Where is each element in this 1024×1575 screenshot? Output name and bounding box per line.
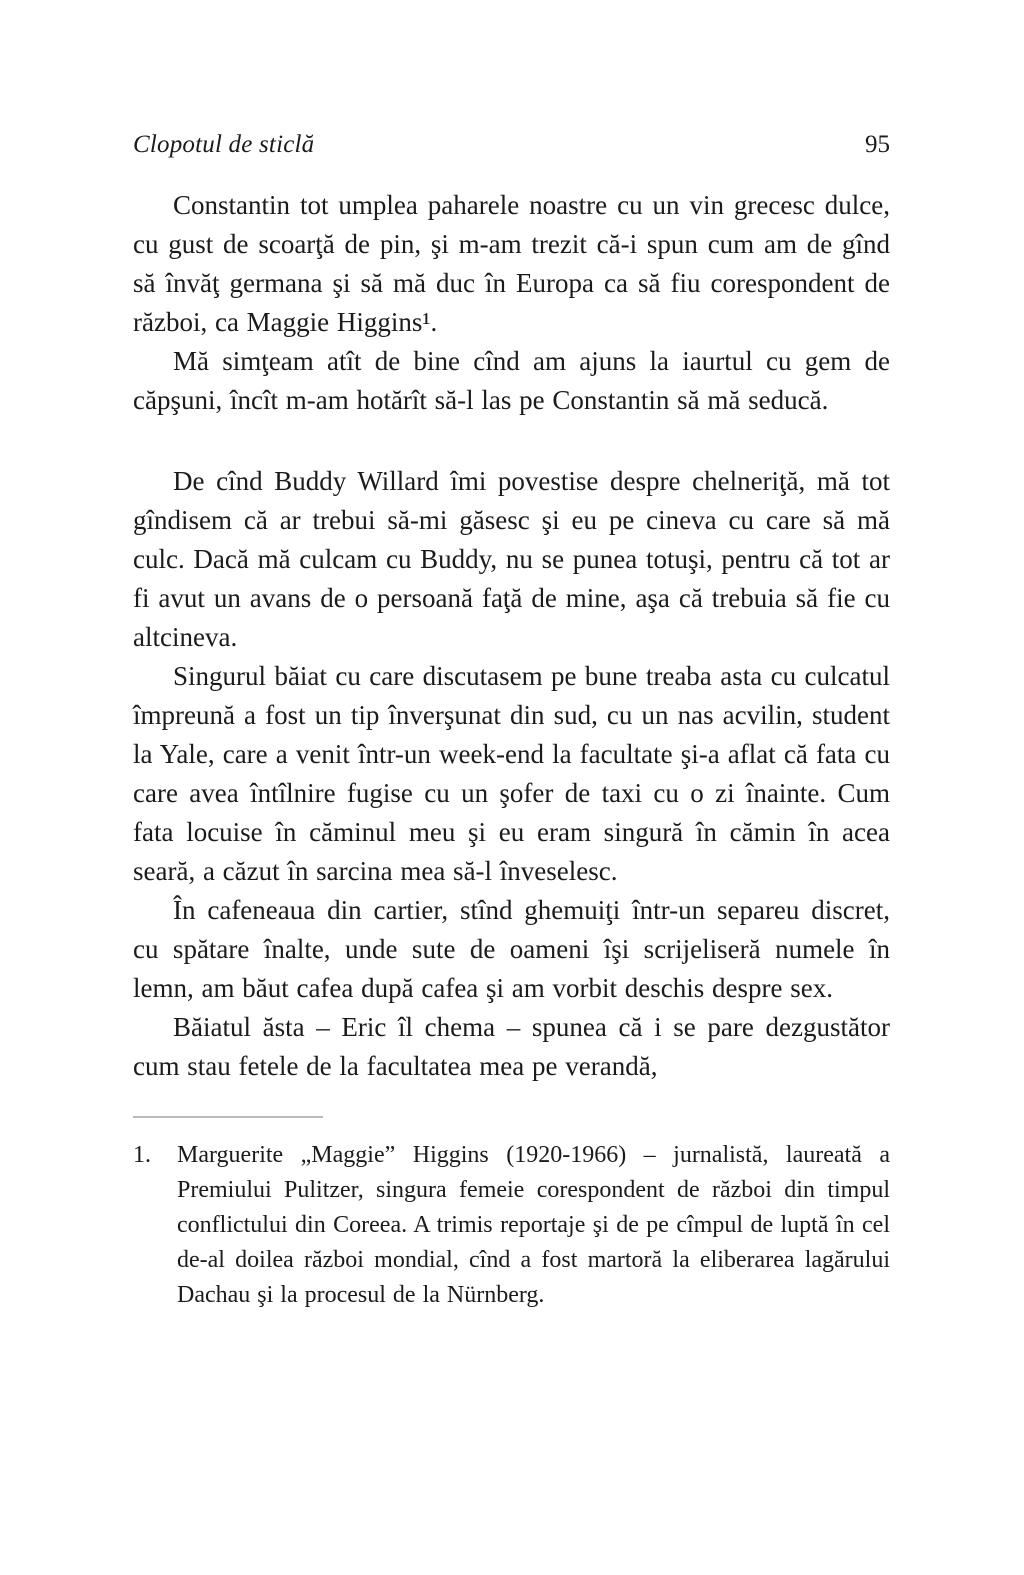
paragraph: Băiatul ăsta – Eric îl chema – spunea că i se pare dezgustător cum stau fetele de la facultatea mea pe verandă, xyxy=(133,1012,890,1081)
footnote-marker: 1. xyxy=(133,1142,151,1168)
footnote-divider xyxy=(133,1116,323,1118)
body-text xyxy=(133,186,890,1086)
running-title: Clopotul de sticlă xyxy=(133,131,315,158)
page-number: 95 xyxy=(865,131,890,158)
paragraph: Mă simţeam atît de bine cînd am ajuns la iaurtul cu gem de căpşuni, încît m-am hotărît să-l las pe Constantin să mă seducă. xyxy=(133,346,890,415)
paragraph: Singurul băiat cu care discutasem pe bune treaba asta cu culcatul împreună a fost un tip înverşunat din sud, cu un nas acvilin, student la Yale, care a venit într-un week-end la facultate şi-a aflat că fata cu care avea întîlnire fugise cu un şofer de taxi cu o zi înainte. Cum fata locuise în căminul meu şi eu eram singură în cămin în acea seară, a căzut în sarcina mea să-l înveselesc. xyxy=(133,661,890,886)
paragraph: Constantin tot umplea paharele noastre cu un vin grecesc dulce, cu gust de scoarţă de pin, şi m-am trezit că-i spun cum am de gînd să învăţ germana şi să mă duc în Europa ca să fiu corespondent de război, ca Maggie Higgins¹. xyxy=(133,190,890,337)
paragraph: În cafeneaua din cartier, stînd ghemuiţi într-un separeu discret, cu spătare înalte, unde sute de oameni îşi scrijeliseră numele în lemn, am băut cafea după cafea şi am vorbit deschis despre sex. xyxy=(133,895,890,1003)
footnote-text: Marguerite „Maggie” Higgins (1920-1966) – jurnalistă, laureată a Premiului Pulitzer, singura femeie corespondent de război din timpul conflictului din Coreea. A trimis reportaje şi de pe cîmpul de luptă în cel de-al doilea război mondial, cînd a fost martoră la eliberarea lagărului Dachau şi la procesul de la Nürnberg. xyxy=(177,1142,890,1308)
paragraph: De cînd Buddy Willard îmi povestise despre chelneriţă, mă tot gîndisem că ar trebui să-mi găsesc şi eu pe cineva cu care să mă culc. Dacă mă culcam cu Buddy, nu se punea totuşi, pentru că tot ar fi avut un avans de o persoană faţă de mine, aşa că trebuia să fie cu altcineva. xyxy=(133,466,890,652)
footnote xyxy=(133,1138,890,1313)
page-header xyxy=(133,130,890,160)
